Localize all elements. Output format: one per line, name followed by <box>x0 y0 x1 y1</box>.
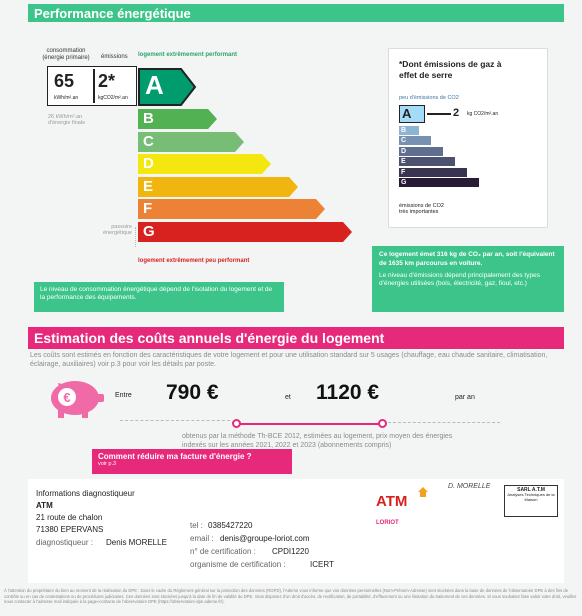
bottom-performance-label: logement extrêmement peu performant <box>138 258 250 264</box>
energy-class-c-bar: C <box>138 132 235 152</box>
tel-label: tel : <box>190 521 203 530</box>
ges-class-b: B <box>399 126 419 135</box>
ges-class-e: E <box>399 157 455 166</box>
energy-class-e <box>138 177 298 197</box>
atm-logo-sub: LORIOT <box>376 520 399 526</box>
cost-method: obtenus par la méthode Th-BCE 2012, estimées au logement, prix moyen des énergies indexés sur les années 2021, 2022 et 2023 (abonnements compris) <box>182 433 453 450</box>
cost-et: et <box>285 394 291 401</box>
diag-name: Denis MORELLE <box>106 538 167 547</box>
emissions-label: émissions <box>101 54 128 60</box>
cost-entre: Entre <box>115 392 132 399</box>
ges-class-a: A <box>399 105 425 123</box>
energy-class-f-tip <box>316 199 325 219</box>
energy-class-d <box>138 154 271 174</box>
energy-class-c-tip <box>235 132 244 152</box>
current-class-arrow <box>137 67 199 112</box>
energy-class-e-bar: E <box>138 177 289 197</box>
diag-address2: 71380 EPERVANS <box>36 525 104 534</box>
cost-range-dash-left <box>120 420 230 421</box>
svg-text:€: € <box>63 390 71 405</box>
passoire-label: passoire énergétique <box>102 224 132 236</box>
cert-value: CPDI1220 <box>272 547 309 556</box>
cost-max: 1120 € <box>316 381 380 404</box>
ges-value-pointer <box>427 113 451 115</box>
emission-value: 2* <box>98 71 116 91</box>
stamp-title: SARL A.T.M <box>517 487 545 493</box>
emission-unit: kgCO2/m².an <box>98 95 128 101</box>
ges-class-f: F <box>399 168 467 177</box>
cost-min: 790 € <box>166 381 219 404</box>
energy-class-b-bar: B <box>138 109 208 129</box>
energy-note: Le niveau de consommation énergétique dépend de l'isolation du logement et de la performance des équipements. <box>34 282 284 312</box>
cost-per-year: par an <box>455 394 475 401</box>
ges-bottom-label: émissions de CO2 très importantes <box>399 203 444 215</box>
diag-label: diagnostiqueur : <box>36 538 93 547</box>
energy-class-e-tip <box>289 177 298 197</box>
cost-range-dash-right <box>388 422 500 423</box>
energy-class-g <box>138 222 352 242</box>
cert-label: n° de certification : <box>190 547 256 556</box>
conso-value: 65 <box>54 71 75 91</box>
diag-title: Informations diagnostiqueur <box>36 489 135 498</box>
ges-panel <box>388 48 548 228</box>
org-label: organisme de certification : <box>190 560 286 569</box>
ges-unit: kg CO2/m².an <box>467 111 499 117</box>
reduce-bill-title: Comment réduire ma facture d'énergie ? <box>98 452 252 461</box>
cost-range-line <box>236 423 382 425</box>
energy-class-b-tip <box>208 109 217 129</box>
conso-unit: kWh/m².an <box>54 95 79 101</box>
energy-class-d-bar: D <box>138 154 262 174</box>
ges-note-bold: Ce logement émet 316 kg de CO₂ par an, soit l'équivalent de 1635 km parcourus en voiture. <box>379 251 555 267</box>
energy-class-f-bar: F <box>138 199 316 219</box>
energy-value-box <box>47 66 137 106</box>
cost-range-max-dot <box>378 419 387 428</box>
box-divider <box>93 69 95 103</box>
energy-class-f <box>138 199 325 219</box>
diag-address1: 21 route de chalon <box>36 513 103 522</box>
energy-class-d-tip <box>262 154 271 174</box>
energy-class-c <box>138 132 244 152</box>
costs-intro: Les coûts sont estimés en fonction des caractéristiques de votre logement et pour une utilisation standard sur 5 usages (chauffage, eau chaude sanitaire, climatisation, éclairage, auxiliaires) voir p.3 pour voir les détails par poste. <box>30 352 548 369</box>
conso-label: consommation (énergie primaire) <box>42 48 90 62</box>
org-value: ICERT <box>310 560 334 569</box>
atm-logo <box>376 493 432 526</box>
email-label: email : <box>190 534 214 543</box>
energy-class-g-bar: G <box>138 222 343 242</box>
piggy-bank-icon <box>44 375 106 419</box>
top-performance-label: logement extrêmement performant <box>138 52 238 58</box>
ges-class-c: C <box>399 136 431 145</box>
passoire-bracket <box>96 227 136 247</box>
legal-notice: À l'attention du propriétaire du bien au moment de la réalisation du DPE : Dans le cadre du Règlement général sur la protection des données (RGPD), l'Ademe vous informe que vos données personnelles (Nom-Prénom-Adresse) sont stockées dans la base de données de l'observatoire DPE à des fins de contrôle ou en cas de contestations ou de procédures judiciaires. Ces données sont stockées jusqu'à la date de fin de validité du DPE. Vous disposez d'un droit d'accès, de rectification, de portabilité, d'effacement ou une limitation du traitement de ces données. Si vous souhaitez faire valoir votre droit, veuillez nous contacter à l'adresse mail indiquée à la page«contacte de l'observatoire DPE (https://observatoire-dpe.ademe.fr/). <box>4 588 577 605</box>
current-class-letter: A <box>145 70 164 100</box>
ges-class-d: D <box>399 147 443 156</box>
energy-class-b <box>138 109 217 129</box>
ges-note-text: Le niveau d'émissions dépend principalement des types d'énergies utilisées (bois, électricité, gaz, fioul, etc.) <box>379 271 540 288</box>
signature: D. MORELLE <box>448 483 491 490</box>
house-icon <box>418 487 428 497</box>
company-stamp <box>504 485 558 517</box>
final-energy-label: 26 kWh/m².an d'énergie finale <box>48 114 86 126</box>
ges-note <box>372 246 564 312</box>
section-header-performance: Performance énergétique <box>28 4 564 22</box>
ges-value: 2 <box>453 107 460 119</box>
stamp-line: Analyses Techniques de la Maison <box>507 492 555 502</box>
tel-value[interactable]: 0385427220 <box>208 521 253 530</box>
diag-company: ATM <box>36 501 53 510</box>
atm-logo-text: ATM <box>376 493 408 510</box>
reduce-bill-button[interactable] <box>92 449 292 474</box>
ges-class-g: G <box>399 178 479 187</box>
ges-subtitle: peu d'émissions de CO2 <box>399 95 459 101</box>
reduce-bill-sub: voir p.3 <box>98 461 117 467</box>
section-header-costs: Estimation des coûts annuels d'énergie du logement <box>28 327 564 349</box>
energy-class-g-tip <box>343 222 352 242</box>
diagnostician-panel <box>28 479 564 583</box>
ges-title: *Dont émissions de gaz à effet de serre <box>399 59 502 81</box>
email-value[interactable]: denis@groupe-loriot.com <box>220 534 310 543</box>
cost-range-min-dot <box>232 419 241 428</box>
